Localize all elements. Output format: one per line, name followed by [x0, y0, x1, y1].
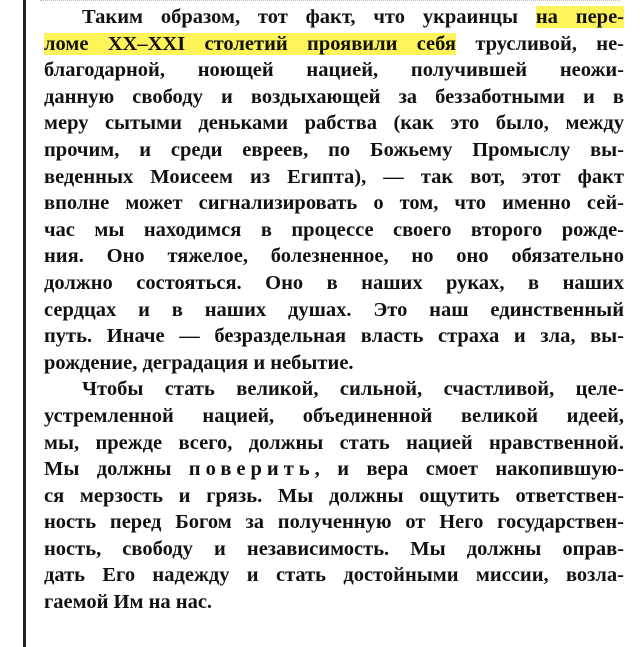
paragraph-1-line: час мы находимся в процессе своего второго рожде-	[44, 218, 624, 241]
paragraph-1-line: должно состояться. Оно в наших руках, в наших	[44, 271, 624, 294]
paragraph-2-line: мы, прежде всего, должны стать нацией нравственной.	[44, 431, 624, 454]
paragraph-2-line: дать Его надежду и стать достойными миссии, возла-	[44, 564, 624, 587]
page-left-border	[23, 0, 26, 647]
paragraph-1-line: рождение, деградация и небытие.	[44, 351, 354, 374]
emphasized-word: поверить	[188, 458, 315, 481]
paragraph-2-line-4: Мы должны поверить, и вера смоет накопившую-	[44, 458, 624, 481]
highlighted-text: на пере-	[535, 6, 624, 28]
paragraph-1-line: сердцах и в наших душах. Это наш единственный	[44, 298, 624, 321]
paragraph-2-line: ся мерзость и грязь. Мы должны ощутить ответствен-	[44, 484, 624, 507]
paragraph-1-line: благодарной, ноющей нацией, получившей неожи-	[44, 59, 624, 82]
document-body	[44, 4, 624, 616]
paragraph-2-line: ность перед Богом за полученную от Него государствен-	[44, 511, 624, 534]
paragraph-1-line: вполне может сигнализировать о том, что именно сей-	[44, 192, 624, 215]
paragraph-2-line-1: Чтобы стать великой, сильной, счастливой, целе-	[82, 378, 624, 401]
paragraph-1-line: прочим, и среди евреев, по Божьему Промыслу вы-	[44, 138, 624, 161]
paragraph-2-line: устремленной нацией, объединенной великой идеей,	[44, 404, 624, 427]
paragraph-1-line: веденных Моисеем из Египта), — так вот, этот факт	[44, 165, 624, 188]
paragraph-1-line: ния. Оно тяжелое, болезненное, но оно обязательно	[44, 245, 624, 268]
paragraph-1-line: данную свободу и воздыхающей за беззаботными и в	[44, 85, 624, 108]
paragraph-1-line-1: Таким образом, тот факт, что украинцы на пере-	[82, 6, 624, 28]
paragraph-1-line: меру сытыми деньками рабства (как это было, между	[44, 112, 624, 135]
paragraph-2-line: гаемой Им на нас.	[44, 591, 213, 614]
paragraph-1-line: путь. Иначе — безраздельная власть страха и зла, вы-	[44, 325, 624, 348]
paragraph-2-line: ность, свободу и независимость. Мы должны оправ-	[44, 537, 624, 560]
paragraph-1-line-2: ломе XX–XXI столетий проявили себя трусливой, не-	[44, 32, 624, 55]
highlighted-text: ломе XX–XXI столетий проявили себя	[44, 32, 456, 55]
